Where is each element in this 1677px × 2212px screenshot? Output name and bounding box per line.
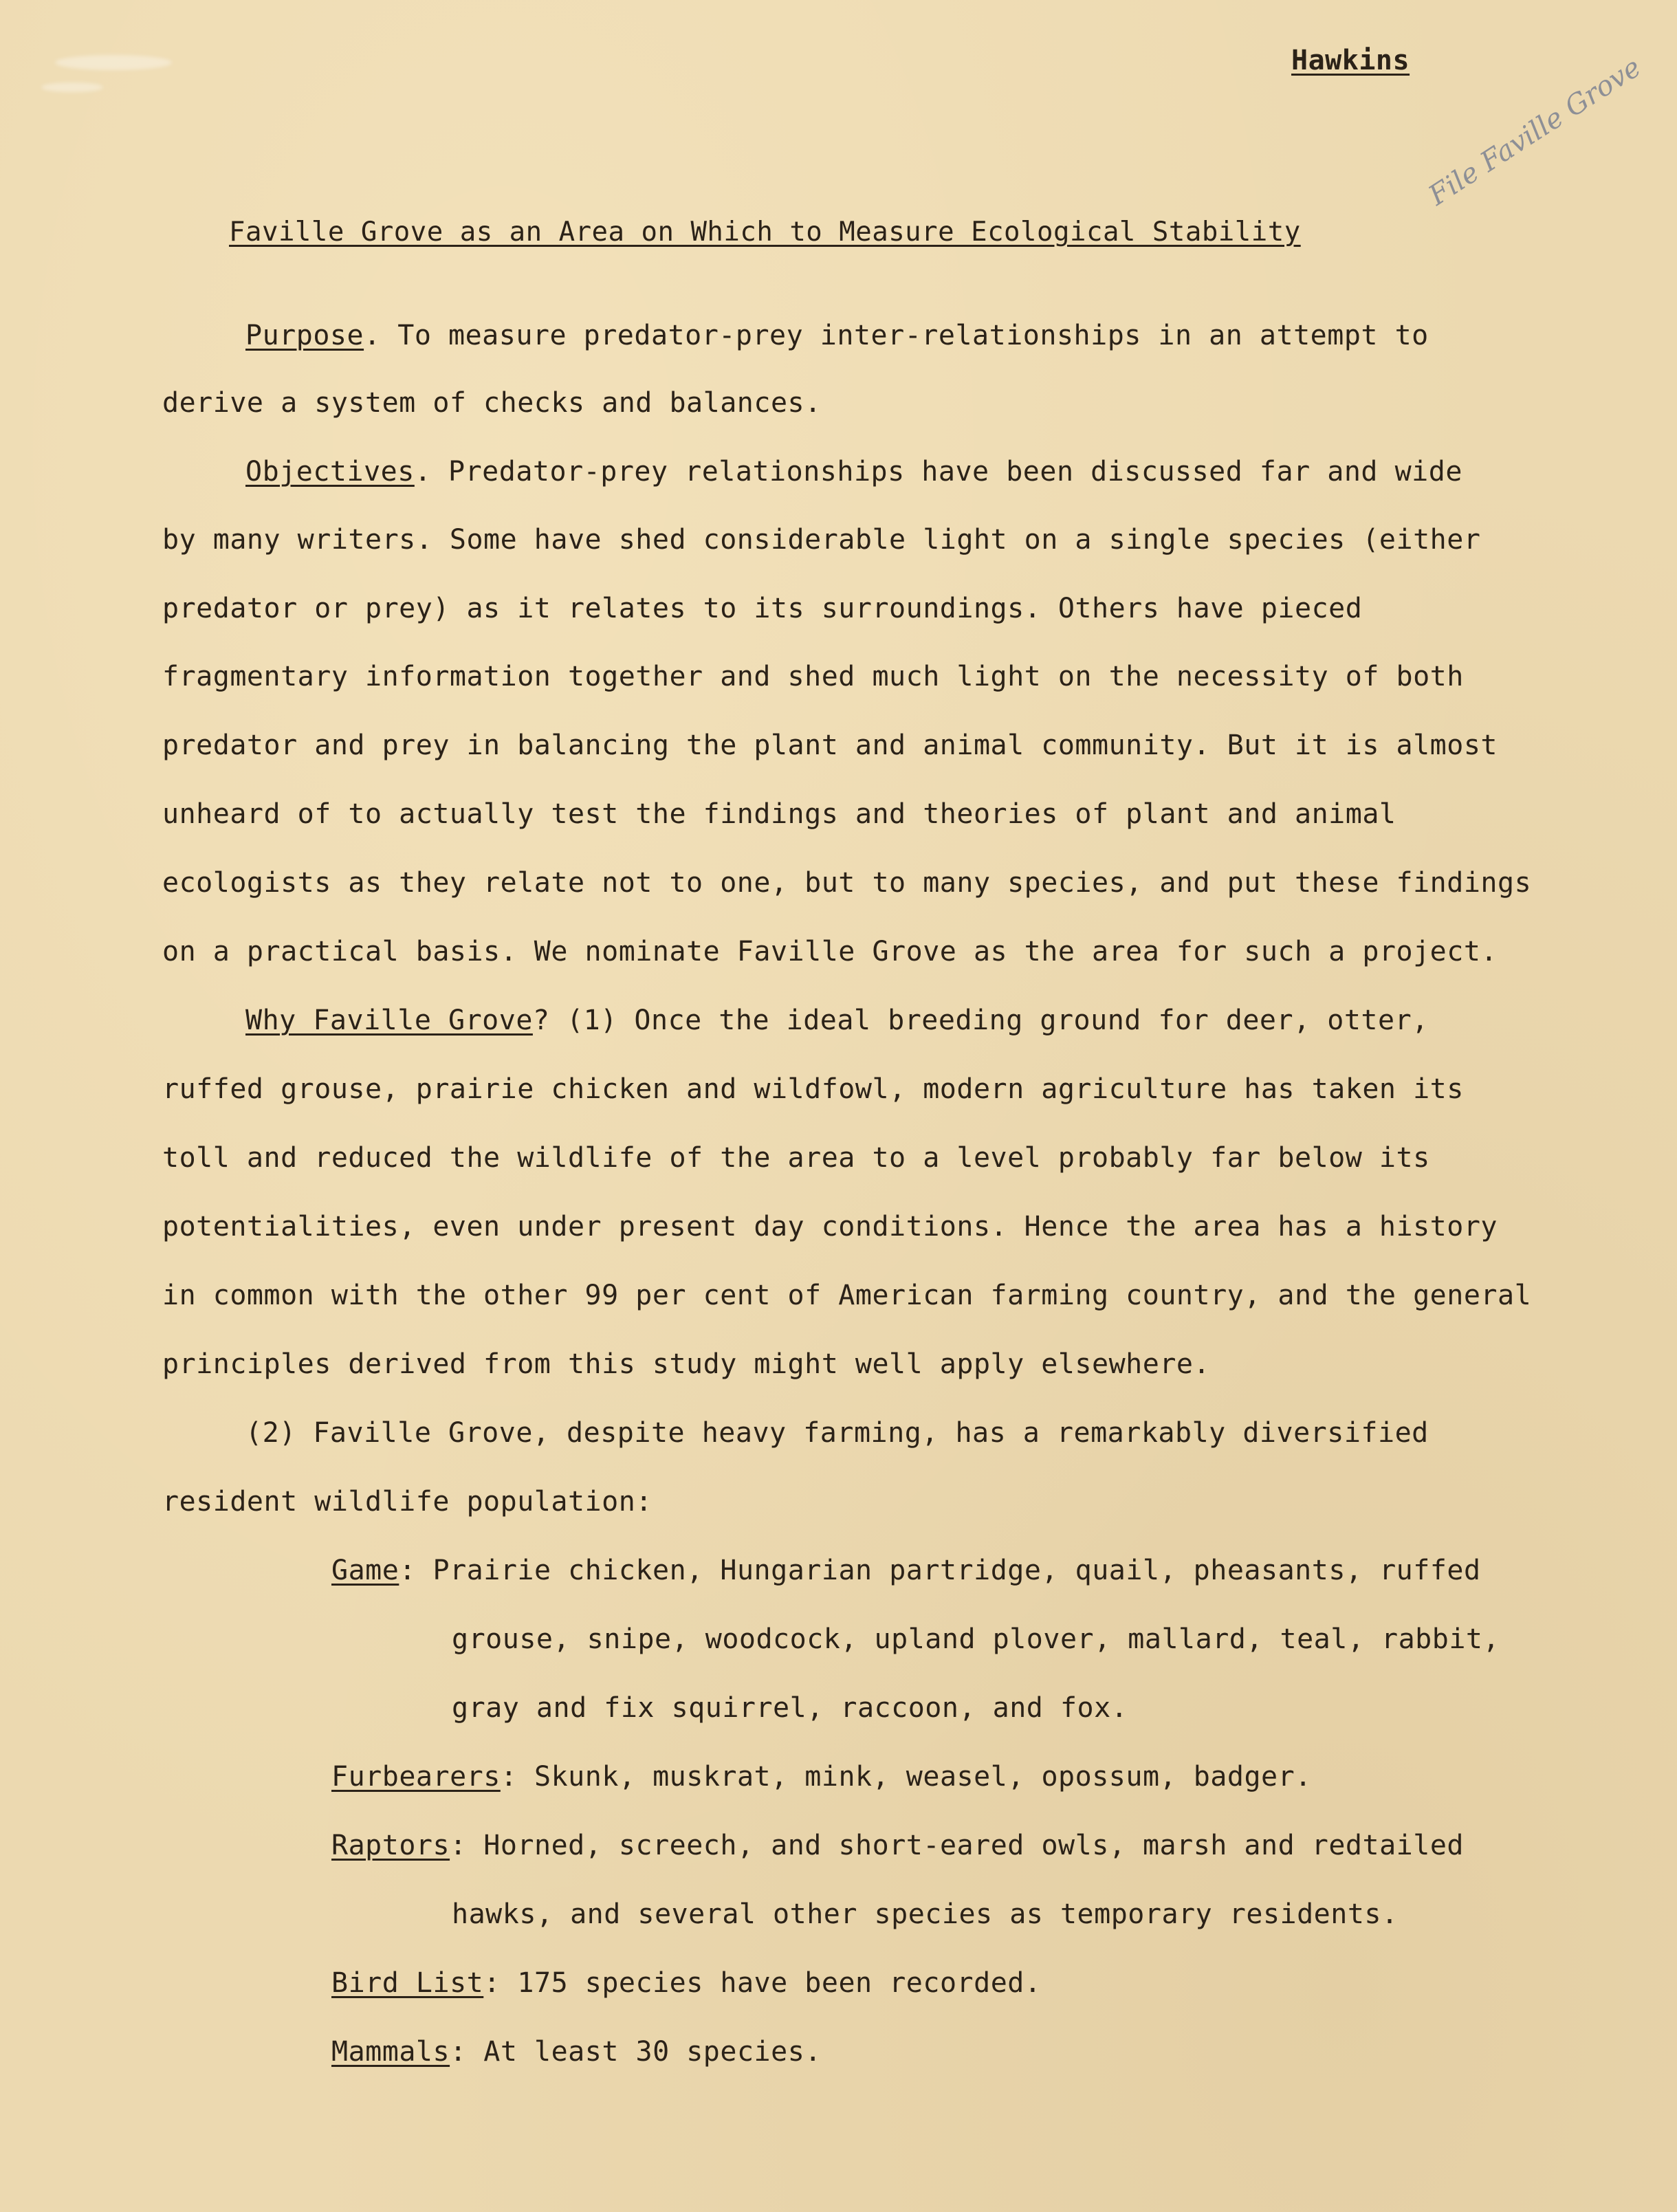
game-entry: Game: Prairie chicken, Hungarian partridge, quail, pheasants, ruffed [331, 1555, 1481, 1586]
raptors-entry-line: hawks, and several other species as temporary residents. [452, 1898, 1399, 1930]
why-paragraph-line: principles derived from this study might well apply elsewhere. [162, 1348, 1211, 1380]
game-label: Game [331, 1555, 399, 1586]
furbearers-label: Furbearers [331, 1761, 501, 1793]
paper-smudge [55, 55, 172, 70]
why-paragraph-line: potentialities, even under present day conditions. Hence the area has a history [162, 1211, 1498, 1242]
paper-smudge [41, 83, 103, 92]
game-entry-line: grouse, snipe, woodcock, upland plover, mallard, teal, rabbit, [452, 1623, 1500, 1655]
objectives-paragraph-line: predator or prey) as it relates to its surroundings. Others have pieced [162, 593, 1363, 624]
purpose-label: Purpose [245, 320, 364, 351]
mammals-entry: Mammals: At least 30 species. [331, 2036, 822, 2068]
objectives-paragraph-line: ecologists as they relate not to one, but to many species, and put these findings [162, 867, 1532, 899]
objectives-label: Objectives [245, 456, 415, 488]
purpose-paragraph-line: derive a system of checks and balances. [162, 387, 822, 419]
raptors-label: Raptors [331, 1830, 450, 1861]
why-paragraph-line: in common with the other 99 per cent of American farming country, and the general [162, 1280, 1532, 1311]
furbearers-entry: Furbearers: Skunk, muskrat, mink, weasel, opossum, badger. [331, 1761, 1312, 1793]
point-two-line: (2) Faville Grove, despite heavy farming, has a remarkably diversified [245, 1417, 1429, 1449]
why-paragraph-line: ruffed grouse, prairie chicken and wildfowl, modern agriculture has taken its [162, 1073, 1464, 1105]
bird-list-label: Bird List [331, 1967, 484, 1999]
raptors-entry: Raptors: Horned, screech, and short-eared owls, marsh and redtailed [331, 1830, 1464, 1861]
why-paragraph-line: toll and reduced the wildlife of the area to a level probably far below its [162, 1142, 1430, 1174]
why-paragraph-line: Why Faville Grove? (1) Once the ideal breeding ground for deer, otter, [245, 1005, 1429, 1036]
why-label: Why Faville Grove [245, 1005, 533, 1036]
handwritten-margin-note: File Faville Grove [1423, 51, 1647, 212]
objectives-paragraph-line: unheard of to actually test the findings and theories of plant and animal [162, 798, 1396, 830]
mammals-label: Mammals [331, 2036, 450, 2068]
objectives-paragraph-line: on a practical basis. We nominate Faville Grove as the area for such a project. [162, 936, 1498, 967]
document-title: Faville Grove as an Area on Which to Measure Ecological Stability [229, 217, 1301, 248]
objectives-paragraph-line: by many writers. Some have shed considerable light on a single species (either [162, 524, 1481, 556]
objectives-paragraph-line: predator and prey in balancing the plant and animal community. But it is almost [162, 730, 1498, 761]
game-entry-line: gray and fix squirrel, raccoon, and fox. [452, 1692, 1128, 1724]
point-two-line: resident wildlife population: [162, 1486, 653, 1518]
bird-list-entry: Bird List: 175 species have been recorded. [331, 1967, 1042, 1999]
author-header: Hawkins [1291, 45, 1410, 76]
objectives-paragraph-line: fragmentary information together and shed much light on the necessity of both [162, 661, 1464, 692]
purpose-paragraph-line: Purpose. To measure predator-prey inter-relationships in an attempt to [245, 320, 1429, 351]
objectives-paragraph-line: Objectives. Predator-prey relationships have been discussed far and wide [245, 456, 1462, 488]
